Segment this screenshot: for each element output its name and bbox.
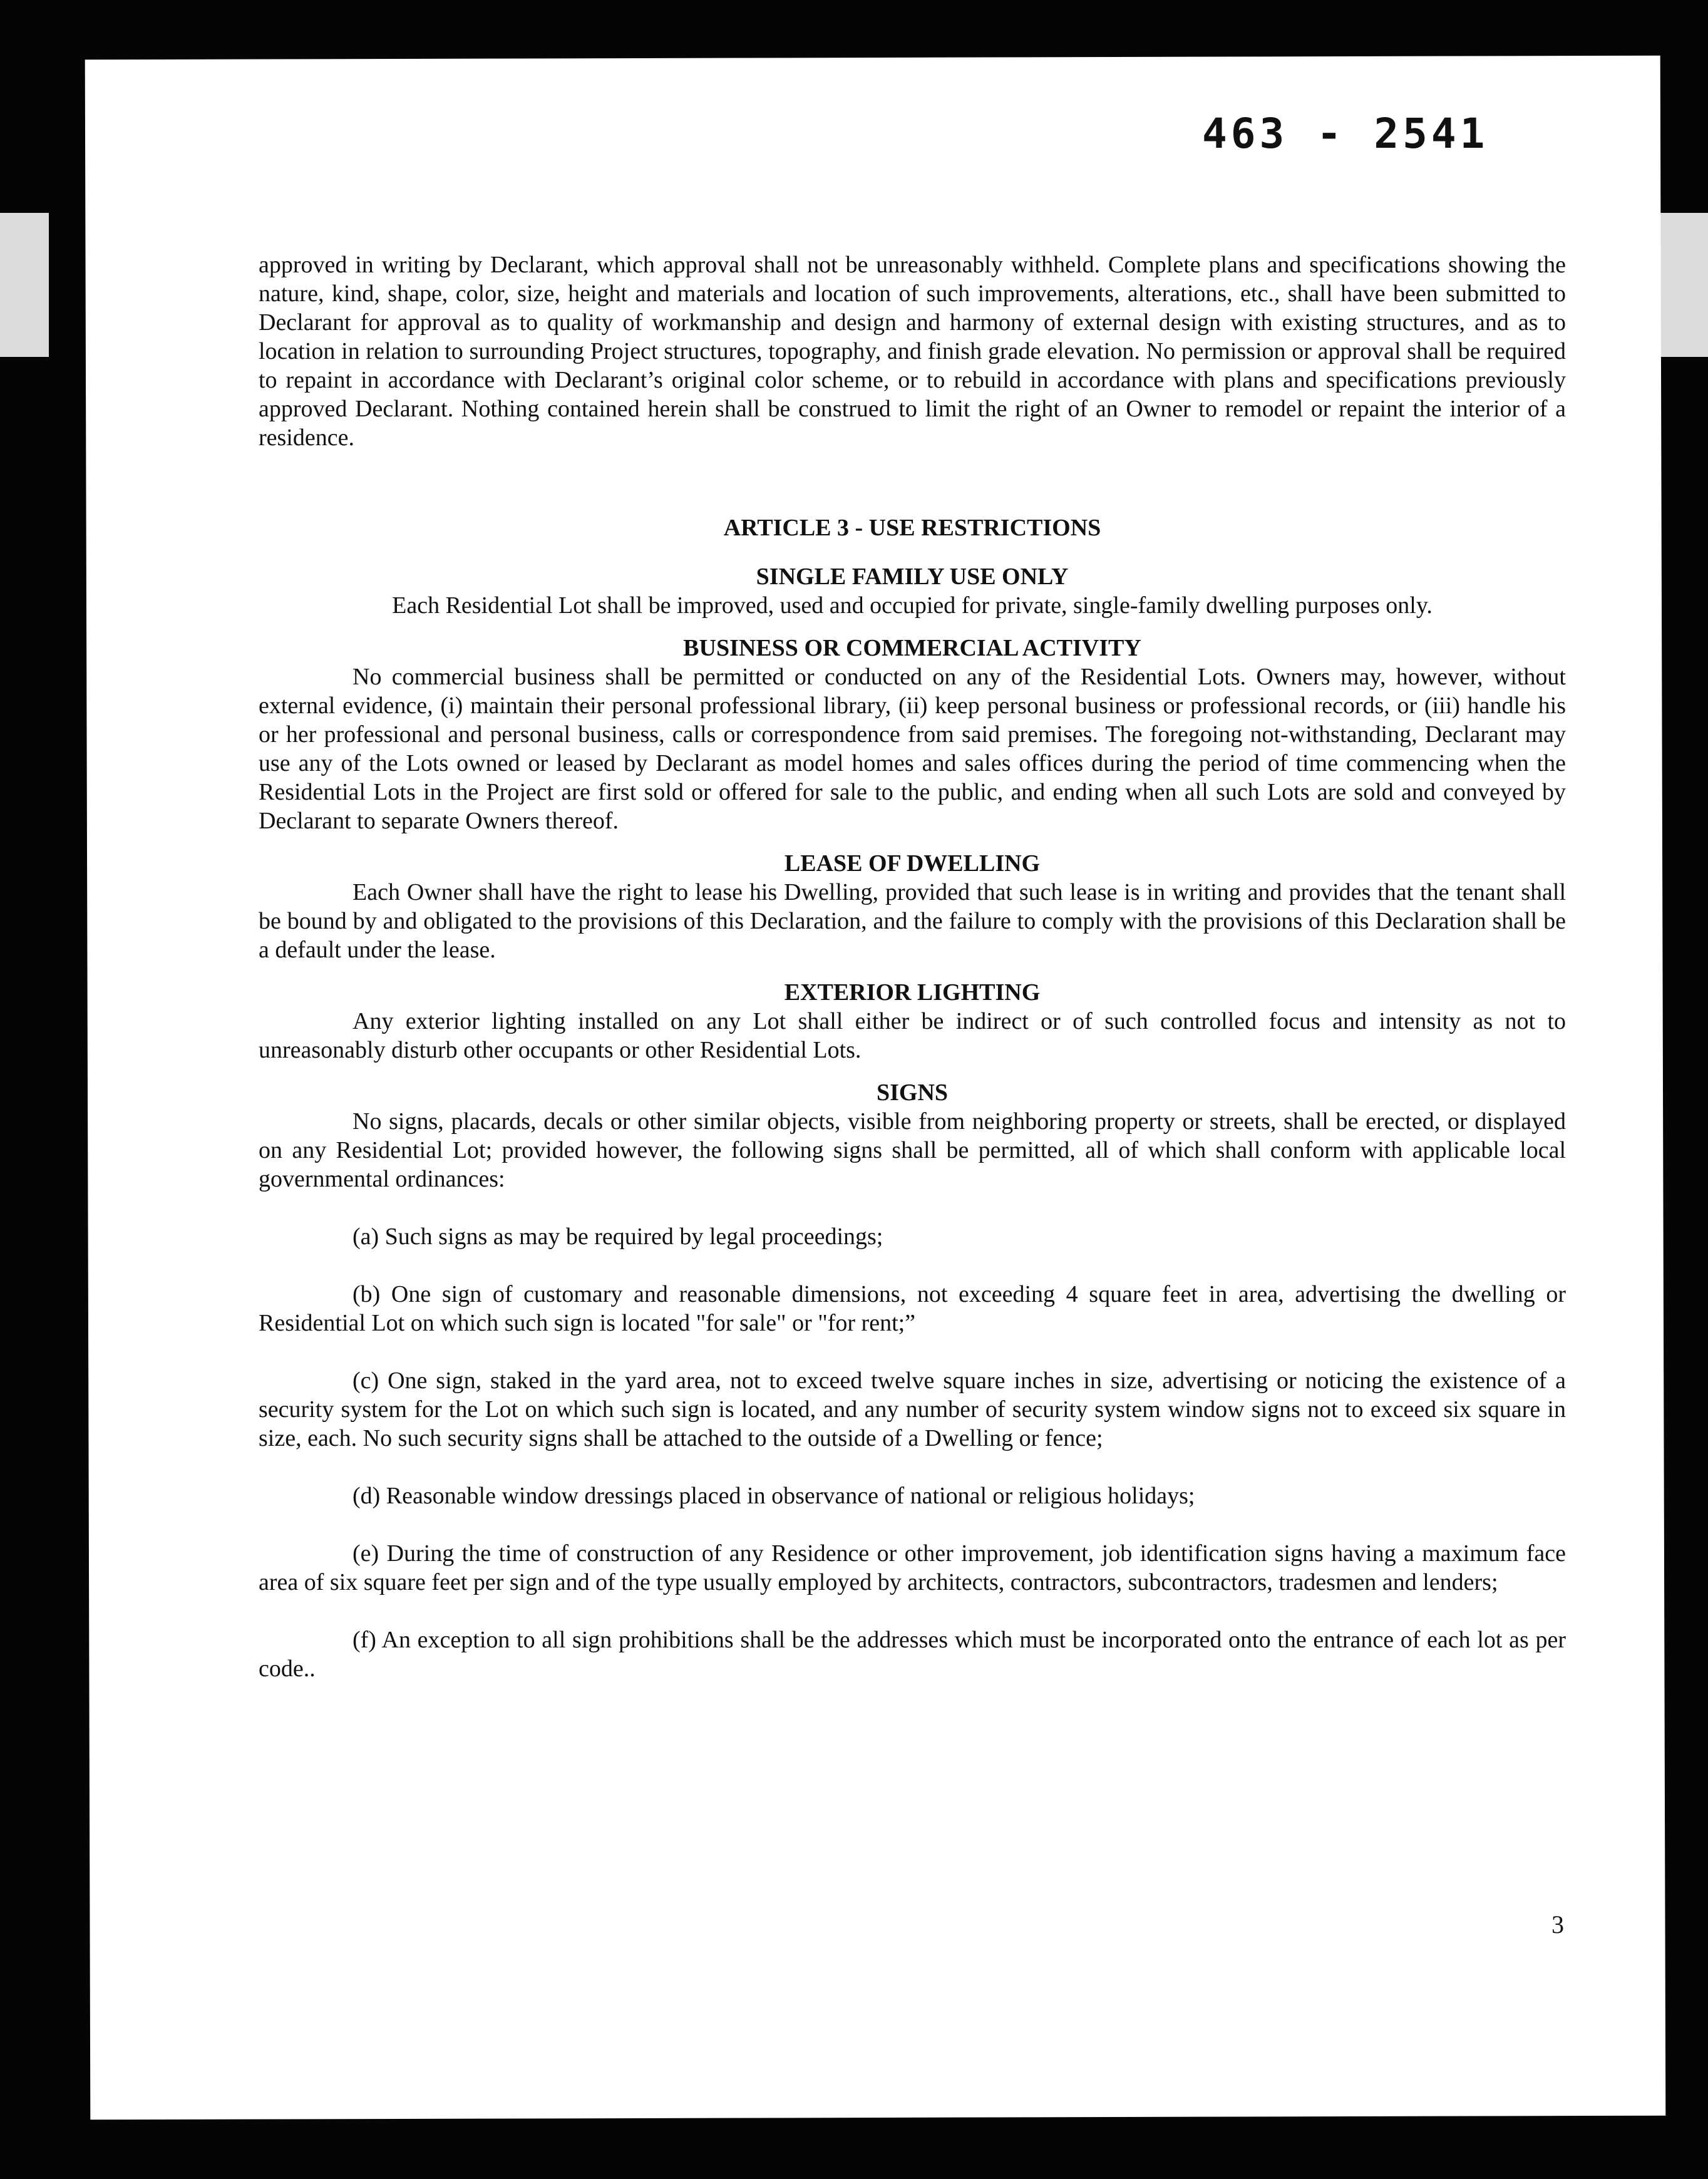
section-heading-lease: LEASE OF DWELLING: [784, 850, 1041, 877]
signs-item-e: (e) During the time of construction of any Residence or other improvement, job identification signs having a maximum face area of six square feet per sign and of the type usually employed by architects, contractors, subcontractors, tradesmen and lenders;: [259, 1540, 1566, 1595]
signs-item-f: (f) An exception to all sign prohibitions shall be the addresses which must be incorporated onto the entrance of each lot as per code..: [259, 1627, 1566, 1682]
signs-item-d: (d) Reasonable window dressings placed in observance of national or religious holidays;: [352, 1483, 1195, 1509]
section-heading-exterior-lighting: EXTERIOR LIGHTING: [784, 979, 1041, 1006]
document-number-stamp: 463 - 2541: [1202, 110, 1489, 158]
intro-paragraph: approved in writing by Declarant, which approval shall not be unreasonably withheld. Complete plans and specifications showing the nature, kind, shape, color, size, height and materials and location of such improvements, alterations, etc., shall have been submitted to Declarant for approval as to quality of workmanship and design and harmony of external design with existing structures, and as to location in relation to surrounding Project structures, topography, and finish grade elevation. No permission or approval shall be required to repaint in accordance with Declarant’s original color scheme, or to rebuild in accordance with plans and specifications previously approved Declarant. Nothing contained herein shall be construed to limit the right of an Owner to remodel or repaint the interior of a residence.: [259, 252, 1566, 451]
scan-edge-mark-right: [1659, 213, 1708, 357]
section-text-signs: No signs, placards, decals or other similar objects, visible from neighboring property or streets, shall be erected, or displayed on any Residential Lot; provided however, the following signs shall be permitted, all of which shall conform with applicable local governmental ordinances:: [259, 1108, 1566, 1192]
section-text-lease: Each Owner shall have the right to lease his Dwelling, provided that such lease is in writing and provides that the tenant shall be bound by and obligated to the provisions of this Declaration, and the failure to comply with the provisions of this Declaration shall be a default under the lease.: [259, 879, 1566, 963]
signs-item-a: (a) Such signs as may be required by legal proceedings;: [352, 1223, 883, 1250]
article-title: ARTICLE 3 - USE RESTRICTIONS: [723, 515, 1101, 541]
scan-edge-mark-left: [0, 213, 49, 357]
signs-item-b: (b) One sign of customary and reasonable dimensions, not exceeding 4 square feet in area, advertising the dwelling or Residential Lot on which such sign is located "for sale" or "for rent;”: [259, 1281, 1566, 1336]
section-text-single-family: Each Residential Lot shall be improved, used and occupied for private, single-family dwelling purposes only.: [392, 592, 1433, 619]
signs-item-c: (c) One sign, staked in the yard area, not to exceed twelve square inches in size, advertising or noticing the existence of a security system for the Lot on which such sign is located, and any number of security system window signs not to exceed six square in size, each. No such security signs shall be attached to the outside of a Dwelling or fence;: [259, 1368, 1566, 1451]
section-text-exterior-lighting: Any exterior lighting installed on any Lot shall either be indirect or of such controlled focus and intensity as not to unreasonably disturb other occupants or other Residential Lots.: [259, 1008, 1566, 1063]
section-heading-business: BUSINESS OR COMMERCIAL ACTIVITY: [683, 635, 1141, 661]
section-text-business: No commercial business shall be permitted or conducted on any of the Residential Lots. Owners may, however, without external evidence, (i) maintain their personal professional library, (ii) keep personal business or professional records, or (iii) handle his or her professional and personal business, calls or correspondence from said premises. The foregoing not-withstanding, Declarant may use any of the Lots owned or leased by Declarant as model homes and sales offices during the period of time commencing when the Residential Lots in the Project are first sold or offered for sale to the public, and ending when all such Lots are sold and conveyed by Declarant to separate Owners thereof.: [259, 664, 1566, 834]
page-number: 3: [1551, 1910, 1564, 1939]
section-heading-signs: SIGNS: [876, 1079, 949, 1106]
document-body: [259, 250, 1566, 1683]
section-heading-single-family: SINGLE FAMILY USE ONLY: [756, 564, 1069, 590]
